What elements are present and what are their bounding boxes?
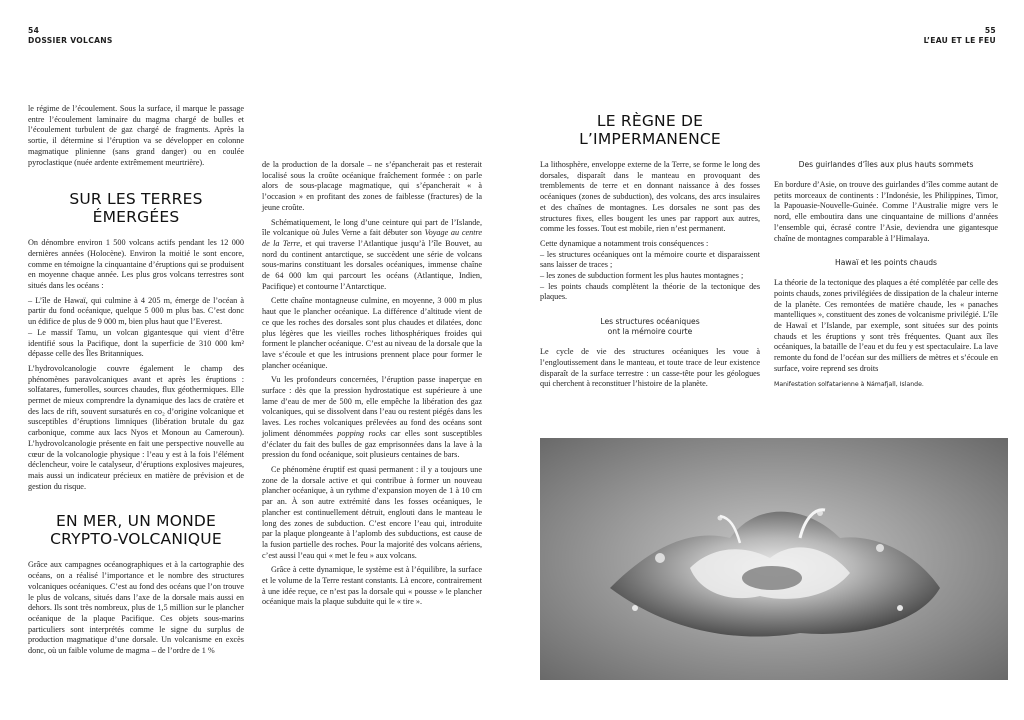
paragraph: Cette dynamique a notamment trois conséquences :: [540, 238, 709, 248]
list-item: – les points chauds complètent la théorie de la tectonique des plaques.: [540, 281, 760, 302]
heading-line: L’IMPERMANENCE: [579, 130, 721, 148]
paragraph: L’hydrovolcanologie couvre également le champ des phénomènes paravolcaniques avant et après les éruptions : solfatares, fumerolles, sources chaudes, flux géothermiques. Elle permet de mieux comprendre la dynamique des lacs de cratère et des lacs de rift, souvent sursaturés en co₂ d’origine volcanique et susceptibles d’éruptions limniques (libération brutale du gaz carbonique, comme aux lacs Nyos et Monoun au Cameroun). L’hydrovolcanologie présente en fait une perspective nouvelle au cœur de la volcanologie physique : l’eau y est à la fois l’élément déclencheur, voire le catalyseur, d’éruptions explosives majeures, mais aussi un indicateur précieux en matière de prévision et de gestion du risque.: [28, 363, 244, 491]
paragraph: le régime de l’écoulement. Sous la surface, il marque le passage entre l’écoulement laminaire du magma chargé de bulles et l’écoulement turbulent de gaz chargé de fragments. Après la sortie, il détermine si l’éruption va se développer en colonne magmatique plinienne (sans grand danger) ou en coulée pyroclastique (nuée ardente extrêmement meurtrière).: [28, 104, 244, 167]
paragraph: En bordure d’Asie, on trouve des guirlandes d’îles comme autant de petits morceaux de continents : l’Indonésie, les Philippines, Timor, la Papouasie-Nouvelle-Guinée. Comme l’Australie migre vers le nord, elle emboutira dans une cinquantaine de millions d’années l’ensemble qui, écrasé contre l’Asie, deviendra une gigantesque chaîne de montagnes comparable à l’Himalaya.: [774, 180, 998, 243]
bullet-list: [540, 250, 760, 304]
left-column-1: [28, 104, 244, 661]
subheading-line: ont la mémoire courte: [607, 327, 693, 337]
section-heading: [540, 112, 760, 148]
term: popping rocks: [337, 428, 386, 438]
paragraph: La lithosphère, enveloppe externe de la Terre, se forme le long des dorsales, disparaît dans le manteau en provoquant des tremblements de terre et en donnant naissance à des fosses océaniques (zones de subduction), des volcans, des arcs insulaires et des chaînes de montagnes. Les dorsales ne sont pas des structures fixes, elles bougent les unes par rapport aux autres, comme les fosses. Tout est mobile, rien n’est permanent.: [540, 160, 760, 234]
paragraph: Cette chaîne montagneuse culmine, en moyenne, 3 000 m plus haut que le plancher océanique. La différence d’altitude vient de ce que les roches des dorsales sont plus chaudes et dilatées, donc plus légères que les vieilles roches lithosphériques froides qui forment le plancher océanique. C’est au niveau de la dorsale que la lave s’écoule et que les intrusions prennent place pour former le plancher océanique.: [262, 296, 482, 370]
subheading: [540, 317, 760, 337]
paragraph: Le cycle de vie des structures océaniques les voue à l’engloutissement dans le manteau, et toute trace de leur existence disparaît de la surface terrestre : un casse-tête pour les géologues qui cherchent à reconstituer l’histoire de la planète.: [540, 347, 760, 389]
subheading: Hawaï et les points chauds: [835, 258, 937, 268]
right-column-2: [774, 160, 998, 389]
bullet-list: [28, 296, 244, 360]
section-title: L’EAU ET LE FEU: [923, 36, 996, 45]
heading-line: LE RÈGNE DE: [596, 112, 704, 130]
list-item: – les zones de subduction forment les plus hautes montagnes ;: [540, 271, 744, 281]
solfatara-photo: [540, 438, 1008, 680]
section-heading: SUR LES TERRES ÉMERGÉES: [69, 190, 203, 227]
list-item: – Le massif Tamu, un volcan gigantesque qui vient d’être identifié sous la Pacifique, dont la superficie de 310 000 km² dépasse celle des Îles Britanniques.: [28, 327, 244, 359]
subheading-line: Les structures océaniques: [600, 317, 700, 327]
section-title: DOSSIER VOLCANS: [28, 36, 113, 45]
paragraph: de la production de la dorsale – ne s’épancherait pas et resterait localisé sous la croûte océanique fraîchement formée : on parle alors de sous-placage magmatique, qui s’épancherait « à l’occasion » en profitant des zones de faiblesse (fractures) de la jeune croûte.: [262, 160, 482, 212]
book-title: Voyage au centre de la Terre: [262, 228, 482, 248]
paragraph: Schématiquement, le long d’une ceinture qui part de l’Islande, île volcanique où Jules Verne a fait débuter son Voyage au centre de la Terre, et qui traverse l’Atlantique jusqu’à l’île Bouvet, au nord du continent antarctique, se succèdent une série de volcans sous-marins constituant les dorsales océaniques, immense chaîne de 64 000 km qui parcourt les océans (Atlantique, Indien, Pacifique) et contourne l’Antarctique.: [262, 217, 483, 291]
heading-line: CRYPTO-VOLCANIQUE: [50, 530, 222, 549]
subheading: Des guirlandes d’îles aux plus hauts sommets: [798, 160, 974, 169]
paragraph: Ce phénomène éruptif est quasi permanent : il y a toujours une zone de la dorsale active et qui contribue à former un nouveau plancher océanique, à un rythme d’expansion moyen de 1 à 10 cm par an. À son autre extrémité dans les fosses océaniques, le plancher est continuellement détruit, englouti dans le manteau le long des zones de subduction. C’est encore l’eau qui, introduite par la plaque plongeante à l’aplomb des subductions, est cause de la fusion partielle des roches. Pour la majorité des volcans aériens, c’est aussi l’eau qui « met le feu » aux volcans.: [262, 464, 482, 560]
right-page: [512, 0, 1024, 720]
paragraph: Vu les profondeurs concernées, l’éruption passe inaperçue en surface : dès que la pression hydrostatique est supérieure à une lame d’eau de mer de 500 m, elle empêche la libération des gaz volcaniques, qui se dissolvent dans l’eau ou restent piégés dans les laves. Les roches volcaniques prélevées au fond des océans sont joliment dénommées popping rocks car elles sont susceptibles d’éclater du fait des bulles de gaz emprisonnées dans la lave à la pression du fond océanique, soit plusieurs centaines de bars.: [262, 375, 482, 460]
paragraph: Grâce aux campagnes océanographiques et à la cartographie des océans, on a réalisé l’importance et le nombre des structures volcaniques océaniques. C’est au fond des océans que l’on trouve le plus de volcans, situés dans l’axe de la dorsale mais aussi en dehors. Ils sont très nombreux, plus de 1,5 million sur le plancher océanique de la plaque Pacifique. Ces objets sous-marins particuliers sont interprétés comme le signe du surplus de production magmatique d’une dorsale. Un volcanisme en excès donc, où un faible volume de magma – de l’ordre de 1 %: [28, 560, 244, 656]
left-column-2: [262, 160, 482, 612]
section-heading: [28, 512, 244, 548]
right-column-1: [540, 112, 760, 394]
mud-splash-illustration: [540, 438, 1008, 680]
paragraph: Grâce à cette dynamique, le système est à l’équilibre, la surface et le volume de la Terre restant constants. Là encore, contrairement à une idée reçue, ce n’est pas la dorsale qui « pousse » le plancher océanique mais la plaque subduite qui le « tire ».: [262, 565, 482, 607]
page-number: 55: [984, 26, 996, 35]
list-item: – L’île de Hawaï, qui culmine à 4 205 m, émerge de l’océan à partir du fond océanique, quelque 5 000 m plus bas. C’est donc un édifice de plus de 9 000 m, bien plus haut que l’Everest.: [28, 295, 244, 327]
paragraph: On dénombre environ 1 500 volcans actifs pendant les 12 000 dernières années (Holocène). Environ la moitié le sont encore, comme en témoigne la cinquantaine d’éruptions qui se produisent en moyenne chaque année. Les plus gros volcans terrestres sont situés dans les océans :: [28, 238, 244, 291]
right-running-head: [924, 26, 996, 46]
left-running-head: [28, 26, 113, 46]
photo-caption: Manifestation solfatarienne à Námafjall, Islande.: [774, 380, 924, 388]
page-number: 54: [28, 26, 40, 35]
heading-line: EN MER, UN MONDE: [55, 512, 217, 531]
paragraph: La théorie de la tectonique des plaques a été complétée par celle des points chauds, zones privilégiées de dissipation de la chaleur interne de la planète. Ces remontées de matière chaude, les « panaches mantelliques », constituent des zones de volcanisme privilégié. L’île de Hawaï et l’Islande, par exemple, sont situées sur des points chauds et les éruptions y sont très fréquentes. Quant aux îles océaniques, la bataille de l’eau et du feu y est spectaculaire. La lave remonte du fond de l’océan sur des milliers de mètres et s’écoule en surface, voire reprend ses droits: [774, 278, 998, 373]
list-item: – les structures océaniques ont la mémoire courte et disparaissent sans laisser de traces ;: [540, 249, 760, 270]
